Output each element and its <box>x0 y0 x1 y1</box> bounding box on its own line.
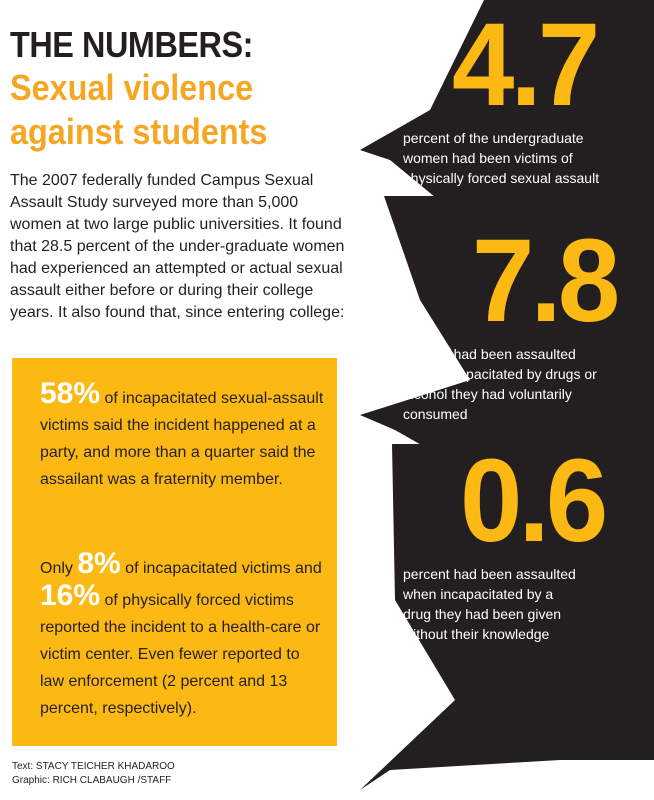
credit-text: Text: STACY TEICHER KHADAROO <box>12 761 175 772</box>
stat-3-text: percent had been assaulted when incapacitated by a drug they had been given without their knowledge <box>403 566 576 642</box>
stat-1-text: percent of the undergraduate women had been victims of physically forced sexual assault <box>403 130 600 186</box>
fact-reporting-mid: of incapacitated victims and <box>125 560 322 577</box>
stat-1-value: 4.7 <box>452 0 597 131</box>
title-line2: Sexual violence against students <box>10 67 268 152</box>
stat-2-value: 7.8 <box>472 215 617 347</box>
fact-only: Only <box>40 560 73 577</box>
stat-2-text: percent had been assaulted when incapacitated by drugs or alcohol they had voluntarily consumed <box>403 346 597 422</box>
fact-reporting-pct2: 16% <box>40 579 101 612</box>
intro-paragraph: The 2007 federally funded Campus Sexual Assault Study surveyed more than 5,000 women at two large public universities. It found that 28.5 percent of the under-graduate women had experienced an attempted or actual sexual assault either before or during their college years. It also found that, since entering college: <box>10 172 345 321</box>
credit-graphic: Graphic: RICH CLABAUGH /STAFF <box>12 775 172 786</box>
stat-3-value: 0.6 <box>460 435 605 567</box>
title-line1: THE NUMBERS: <box>10 24 253 65</box>
fact-party-text: of incapacitated sexual-assault victims said the incident happened at a party, and more than a quarter said the assailant was a fraternity member. <box>40 390 324 488</box>
fact-reporting-text: of physically forced victims reported the incident to a health-care or victim center. Even fewer reported to law enforcement (2 percent and 13 percent, respectively). <box>40 592 321 717</box>
fact-reporting-pct1: 8% <box>77 547 121 580</box>
fact-party-pct: 58% <box>40 377 101 410</box>
